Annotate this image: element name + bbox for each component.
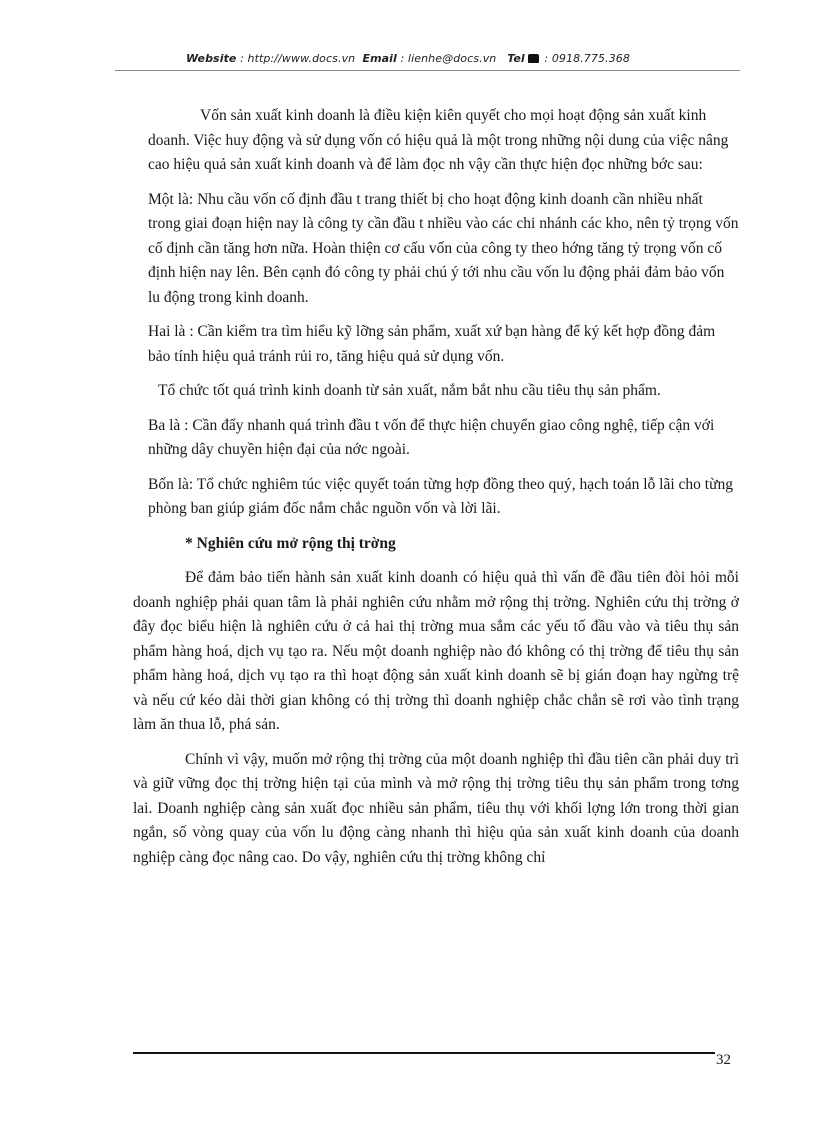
paragraph-market-expansion: Chính vì vậy, muốn mở rộng thị trờng của một doanh nghiệp thì đầu tiên cần phải duy trì và giữ vững đọc thị trờng hiện tại của mình và mở rộng thị trờng tiêu thụ sản phẩm trong tơng lai. Doanh nghiệp càng sản xuất đọc nhiều sản phẩm, tiêu thụ với khối lợng lớn trong thời gian ngắn, số vòng quay của vốn lu động càng nhanh thì hiệu qủa sản xuất kinh doanh của doanh nghiệp càng đọc nâng cao. Do vậy, nghiên cứu thị trờng không chỉ xyxy=(133,750,739,866)
email-separator: : xyxy=(396,52,408,65)
website-separator: : xyxy=(236,52,248,65)
paragraph-point-one: Một là: Nhu cầu vốn cố định đầu t trang thiết bị cho hoạt động kinh doanh cần nhiều nhất trong giai đoạn hiện nay là công ty cần đầu t nhiều vào các chi nhánh các kho, nên tỷ trọng vốn cố định cần tăng hơn nữa. Hoàn thiện cơ cấu vốn của công ty theo hớng tăng tỷ trọng vốn cố định hiện nay lên. Bên cạnh đó công ty phải chú ý tới nhu cầu vốn lu động phải đảm bảo vốn lu động trong kinh doanh. xyxy=(148,190,739,306)
footer-divider xyxy=(133,1052,715,1054)
paragraph-market-research: Để đảm bảo tiến hành sản xuất kinh doanh có hiệu quả thì vấn đề đầu tiên đòi hỏi mỗi doanh nghiệp phải quan tâm là phải nghiên cứu nhằm mở rộng thị trờng. Nghiên cứu thị trờng ở đây đọc biểu hiện là nghiên cứu ở cả hai thị trờng mua sắm các yếu tố đầu vào và tiêu thụ sản phẩm hàng hoá, dịch vụ tạo ra. Nếu một doanh nghiệp nào đó không có thị trờng để tiêu thụ sản phẩm hàng hoá, dịch vụ tạo ra thì hoạt động sản xuất kinh doanh sẽ bị gián đoạn hay ngừng trệ và nếu cứ kéo dài thời gian không có thị trờng thì doanh nghiệp chắc chắn sẽ rơi vào tình trạng làm ăn thua lỗ, phá sản. xyxy=(133,569,739,733)
email-label: Email xyxy=(362,52,397,65)
header-divider xyxy=(115,70,740,71)
paragraph-point-two: Hai là : Cần kiểm tra tìm hiểu kỹ lỡng sản phẩm, xuất xứ bạn hàng để ký kết hợp đồng đảm bảo tính hiệu quả tránh rủi ro, tăng hiệu quả sử dụng vốn. xyxy=(148,323,716,365)
section-heading-market-research: * Nghiên cứu mở rộng thị trờng xyxy=(185,534,396,552)
website-label: Website xyxy=(185,52,237,65)
paragraph-point-three: Ba là : Cần đẩy nhanh quá trình đầu t vốn để thực hiện chuyển giao công nghệ, tiếp cận với những dây chuyền hiện đại của nớc ngoài. xyxy=(148,416,715,458)
tel-label: Tel xyxy=(507,52,525,65)
website-url[interactable]: http://www.docs.vn xyxy=(247,52,356,65)
paragraph-organize-business: Tổ chức tốt quá trình kinh doanh từ sản xuất, nắm bắt nhu cầu tiêu thụ sản phẩm. xyxy=(158,382,661,399)
paragraph-point-four: Bốn là: Tổ chức nghiêm túc việc quyết toán từng hợp đồng theo quý, hạch toán lỗ lãi cho từng phòng ban giúp giám đốc nắm chắc nguồn vốn và lời lãi. xyxy=(148,475,733,517)
tel-number: 0918.775.368 xyxy=(551,52,630,65)
document-body xyxy=(133,104,739,880)
page-header xyxy=(0,52,816,65)
tel-separator: : xyxy=(540,52,552,65)
phone-icon xyxy=(528,54,539,63)
paragraph-capital-intro: Vốn sản xuất kinh doanh là điều kiện kiên quyết cho mọi hoạt động sản xuất kinh doanh. Việc huy động và sử dụng vốn có hiệu quả là một trong những nội dung của việc nâng cao hiệu quả sản xuất kinh doanh và để làm đọc nh vậy cần thực hiện đọc những bớc sau: xyxy=(148,107,729,173)
page-number: 32 xyxy=(716,1052,731,1068)
email-address[interactable]: lienhe@docs.vn xyxy=(407,52,497,65)
